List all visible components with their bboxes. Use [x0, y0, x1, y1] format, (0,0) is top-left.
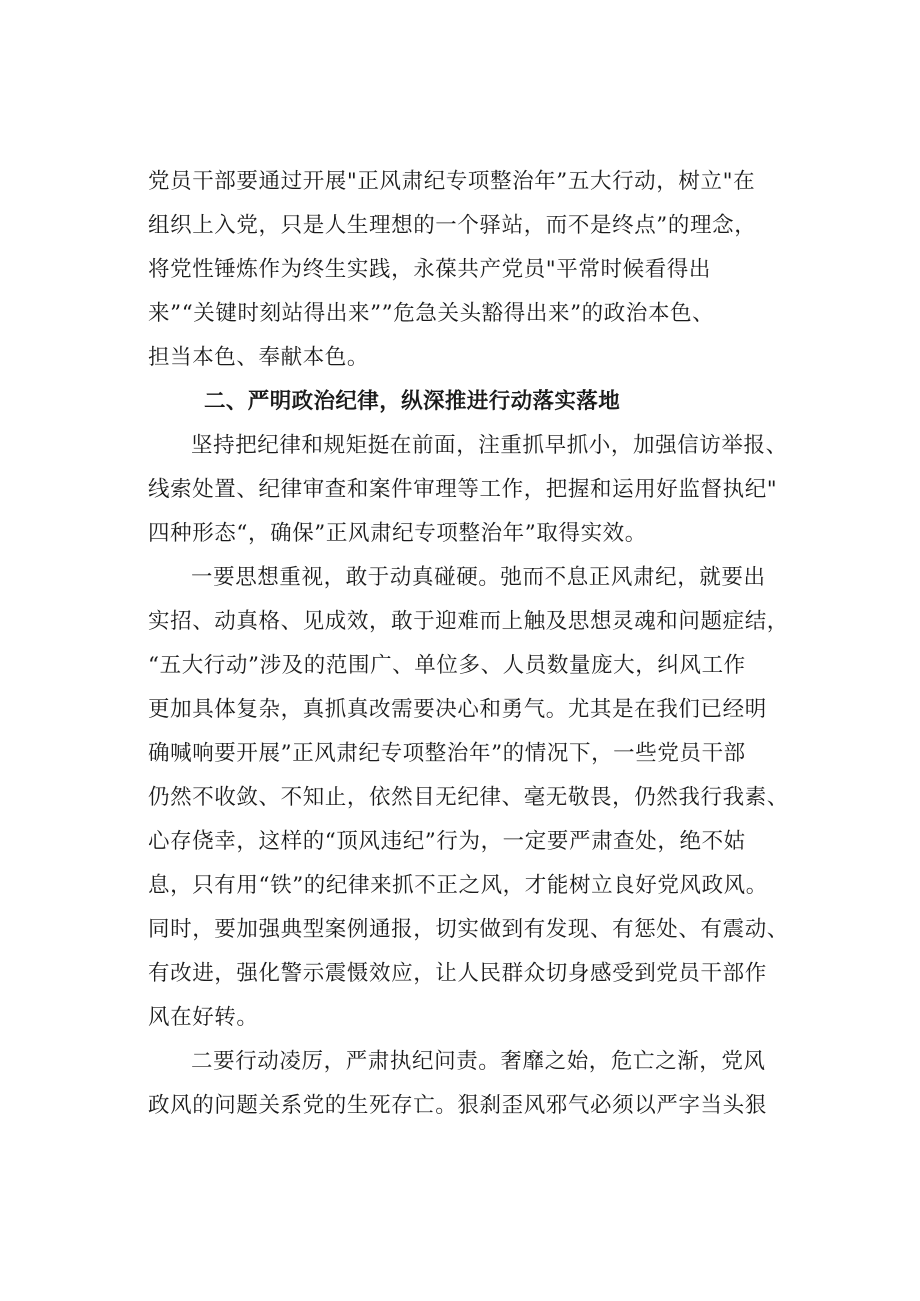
text-line: 一要思想重视，敢于动真碰硬。弛而不息正风肃纪，就要出 — [191, 565, 766, 590]
text-line: 实招、动真格、见成效，敢于迎难而上触及思想灵魂和问题症结， — [148, 609, 789, 634]
paragraph — [148, 1040, 798, 1128]
text-line: “五大行动”涉及的范围广、单位多、人员数量庞大，纠风工作 — [148, 653, 746, 678]
text-line: 仍然不收敛、不知止，依然目无纪律、毫无敬畏，仍然我行我素、 — [148, 785, 789, 810]
text-line: 担当本色、奉献本色。 — [148, 345, 370, 370]
text-line: 二要行动凌厉，严肃执纪问责。奢靡之始，危亡之渐，党风 — [191, 1049, 766, 1074]
text-line: 心存侥幸，这样的“顶风违纪”行为，一定要严肃查处，绝不姑 — [148, 829, 746, 854]
text-line: 政风的问题关系党的生死存亡。狠刹歪风邪气必须以严字当头狠 — [148, 1093, 767, 1118]
text-line: 来”“关键时刻站得出来””危急关头豁得出来”的政治本色、 — [148, 301, 715, 326]
text-line: 党员干部要通过开展"正风肃纪专项整治年”五大行动，树立"在 — [148, 169, 756, 194]
text-line: 风在好转。 — [148, 1005, 259, 1030]
text-line: 同时，要加强典型案例通报，切实做到有发现、有惩处、有震动、 — [148, 917, 789, 942]
text-line: 将党性锤炼作为终生实践，永葆共产党员"平常时候看得出 — [148, 257, 711, 282]
text-line: 更加具体复杂，真抓真改需要决心和勇气。尤其是在我们已经明 — [148, 697, 767, 722]
text-line: 有改进，强化警示震慑效应，让人民群众切身感受到党员干部作 — [148, 961, 767, 986]
text-line: 四种形态“，确保”正风肃纪专项整治年”取得实效。 — [148, 521, 647, 546]
text-line: 息，只有用“铁”的纪律来抓不正之风，才能树立良好党风政风。 — [148, 873, 768, 898]
text-line: 确喊响要开展”正风肃纪专项整治年”的情况下，一些党员干部 — [148, 741, 746, 766]
paragraph-continuation — [148, 160, 798, 380]
paragraph — [148, 556, 798, 1040]
text-line: 线索处置、纪律审查和案件审理等工作，把握和运用好监督执纪" — [148, 477, 778, 502]
document-body — [148, 160, 798, 1128]
text-line: 组织上入党，只是人生理想的一个驿站，而不是终点”的理念， — [148, 213, 757, 238]
text-line: 坚持把纪律和规矩挺在前面，注重抓早抓小，加强信访举报、 — [191, 433, 788, 458]
heading-line: 二、严明政治纪律，纵深推进行动落实落地 — [204, 389, 621, 414]
paragraph — [148, 424, 798, 556]
section-heading — [148, 380, 798, 424]
